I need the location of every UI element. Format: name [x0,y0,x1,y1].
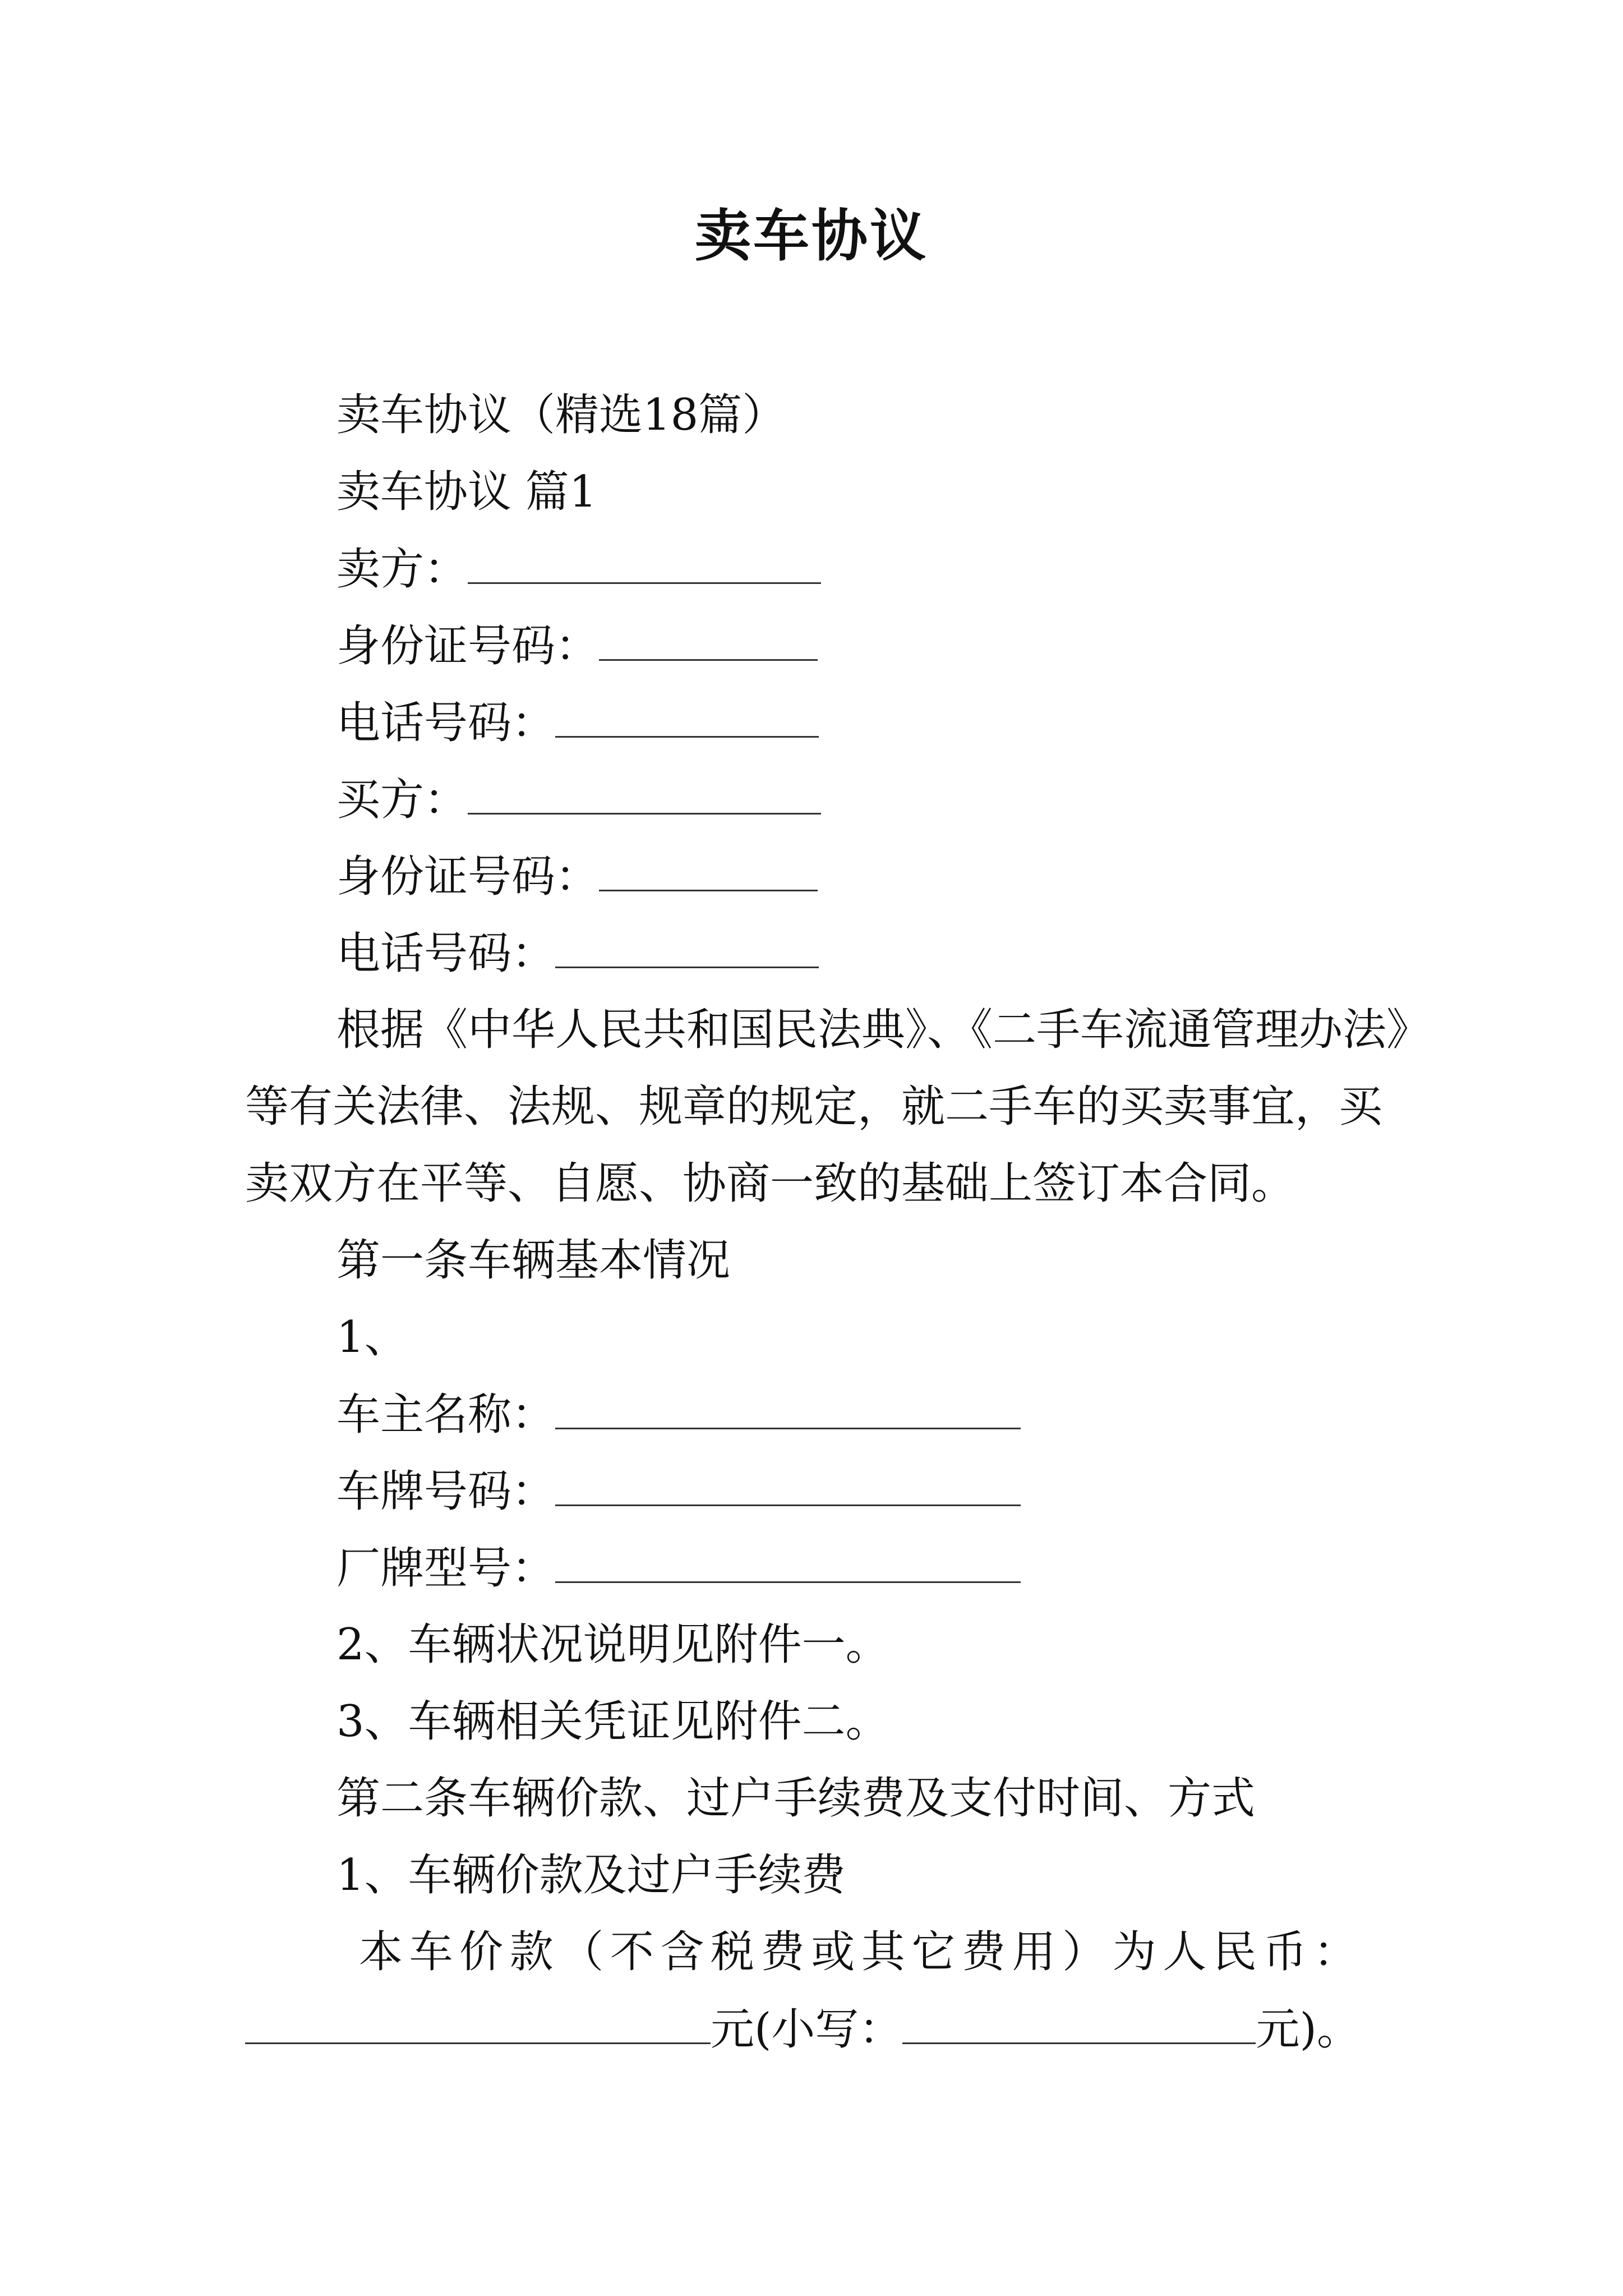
seller-phone-blank[interactable] [555,694,819,738]
seller-blank[interactable] [468,541,821,584]
price-line-char: 本 [359,1927,403,1977]
price-line-char: 它 [911,1927,956,1977]
item-3: 3、车辆相关凭证见附件二。 [336,1696,889,1747]
price-line-char: 不 [610,1927,654,1977]
buyer-id-field [336,848,818,905]
article-2-title: 第二条车辆价款、过户手续费及支付时间、方式 [336,1773,1256,1824]
price-line [359,1924,1357,1980]
preamble-line-2: 等有关法律、法规、规章的规定，就二手车的买卖事宜，买 [245,1082,1383,1132]
model-label: 厂牌型号： [336,1543,556,1594]
owner-field [336,1386,1021,1443]
seller-id-blank[interactable] [599,618,818,661]
price-line-char: 税 [711,1927,755,1977]
buyer-phone-field [336,925,819,982]
buyer-phone-blank[interactable] [555,925,819,968]
seller-id-label: 身份证号码： [336,621,600,671]
price-line-char: 含 [660,1927,704,1977]
plate-label: 车牌号码： [336,1466,556,1517]
plate-field [336,1463,1021,1520]
price-line-char: 费 [961,1927,1006,1977]
item-1: 1、 [336,1312,408,1363]
price-yuan-label: 元(小写： [711,2004,903,2055]
buyer-id-blank[interactable] [599,848,818,891]
preamble-line-1: 根据《中华人民共和国民法典》、《二手车流通管理办法》 [336,1005,1431,1055]
price-line-char: 其 [861,1927,905,1977]
preamble-line-3: 卖双方在平等、自愿、协商一致的基础上签订本合同。 [245,1158,1295,1209]
price-line-char: 用 [1012,1927,1056,1977]
price-line-char: （ [560,1927,604,1977]
article-2-item-1: 1、车辆价款及过户手续费 [336,1850,846,1901]
plate-blank[interactable] [555,1463,1021,1506]
seller-phone-label: 电话号码： [336,698,556,748]
price-capital-blank[interactable] [245,2001,711,2044]
model-blank[interactable] [555,1540,1021,1583]
document-subtitle: 卖车协议（精选18篇） [336,390,786,440]
model-field [336,1540,1021,1596]
seller-field [336,541,821,597]
article-1-title: 第一条车辆基本情况 [336,1235,731,1286]
owner-blank[interactable] [555,1386,1021,1429]
item-2: 2、车辆状况说明见附件一。 [336,1619,889,1670]
price-line-char: 民 [1212,1927,1257,1977]
price-line-char: ： [1313,1927,1357,1977]
buyer-id-label: 身份证号码： [336,852,600,902]
buyer-field [336,771,821,828]
price-line-char: 款 [509,1927,554,1977]
buyer-blank[interactable] [468,771,821,815]
price-amount-line [245,2001,1361,2058]
document-title: 卖车协议 [695,203,928,269]
buyer-label: 买方： [336,775,468,825]
price-end-label: 元)。 [1256,2004,1361,2055]
price-line-char: 费 [760,1927,805,1977]
section-title: 卖车协议 篇1 [336,467,597,517]
seller-label: 卖方： [336,544,468,595]
price-line-char: 为 [1112,1927,1156,1977]
seller-phone-field [336,694,819,751]
price-line-char: 人 [1163,1927,1207,1977]
price-lower-blank[interactable] [902,2001,1256,2044]
price-line-char: 或 [811,1927,855,1977]
seller-id-field [336,618,818,674]
owner-label: 车主名称： [336,1389,556,1440]
price-line-char: 价 [459,1927,504,1977]
price-line-char: ） [1062,1927,1106,1977]
buyer-phone-label: 电话号码： [336,928,556,979]
price-line-char: 车 [409,1927,453,1977]
price-line-char: 币 [1263,1927,1307,1977]
